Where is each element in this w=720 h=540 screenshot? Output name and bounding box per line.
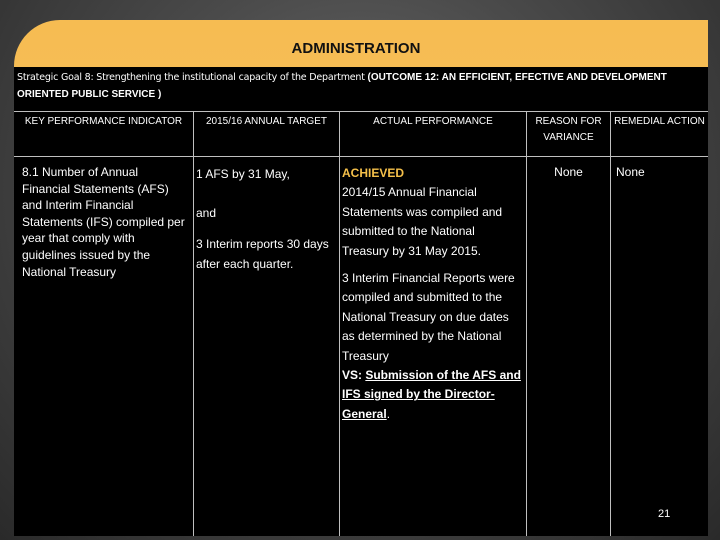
- reason-for-variance-cell: None: [554, 165, 583, 179]
- header-remedial-action: REMEDIAL ACTION: [614, 116, 705, 127]
- annual-target-line1: 1 AFS by 31 May,: [196, 167, 290, 181]
- page-number: 21: [658, 508, 671, 520]
- remedial-action-cell: None: [616, 165, 645, 179]
- vs-end: .: [386, 406, 391, 421]
- strategic-goal-outcome: (OUTCOME 12: AN EFFICIENT, EFECTIVE AND DEVELOPMENT ORIENTED PUBLIC SERVICE ): [17, 72, 667, 100]
- annual-target-line3: 3 Interim reports 30 days after each quarter.: [196, 237, 329, 271]
- annual-target-line2: and: [196, 205, 217, 220]
- header-annual-target: 2015/16 ANNUAL TARGET: [206, 116, 327, 127]
- status-achieved: ACHIEVED: [342, 166, 405, 180]
- header-actual-performance: ACTUAL PERFORMANCE: [373, 116, 493, 127]
- content-panel: [14, 67, 708, 536]
- vs-label: VS:: [342, 368, 366, 383]
- strategic-goal-lead: Strategic Goal 8: Strengthening the institutional capacity of the Department: [17, 72, 365, 83]
- header-reason-for-variance: REASON FOR VARIANCE: [535, 116, 602, 143]
- vs-text: Submission of the AFS and IFS signed by the Director-General: [342, 368, 521, 421]
- actual-performance-para2: 3 Interim Financial Reports were compiled and submitted to the National Treasury on due dates as determined by the National Treasury: [342, 271, 515, 363]
- strategic-goal: [17, 69, 705, 103]
- actual-performance-para1: 2014/15 Annual Financial Statements was compiled and submitted to the National Treasury by 31 May 2015.: [342, 185, 503, 258]
- kpi-cell: 8.1 Number of Annual Financial Statements (AFS) and Interim Financial Statements (IFS) compiled per year that comply with guidelines issued by the National Treasury: [22, 165, 185, 279]
- actual-performance-cell: [342, 164, 522, 424]
- annual-target-cell: [196, 166, 338, 274]
- header-kpi: KEY PERFORMANCE INDICATOR: [24, 116, 183, 127]
- column-divider-1: [193, 111, 194, 536]
- divider-goal: [14, 111, 708, 112]
- page-title: ADMINISTRATION: [291, 40, 421, 57]
- actual-performance-vs: [342, 366, 522, 424]
- divider-header: [14, 156, 708, 157]
- column-divider-2: [339, 111, 340, 536]
- column-divider-4: [610, 111, 611, 536]
